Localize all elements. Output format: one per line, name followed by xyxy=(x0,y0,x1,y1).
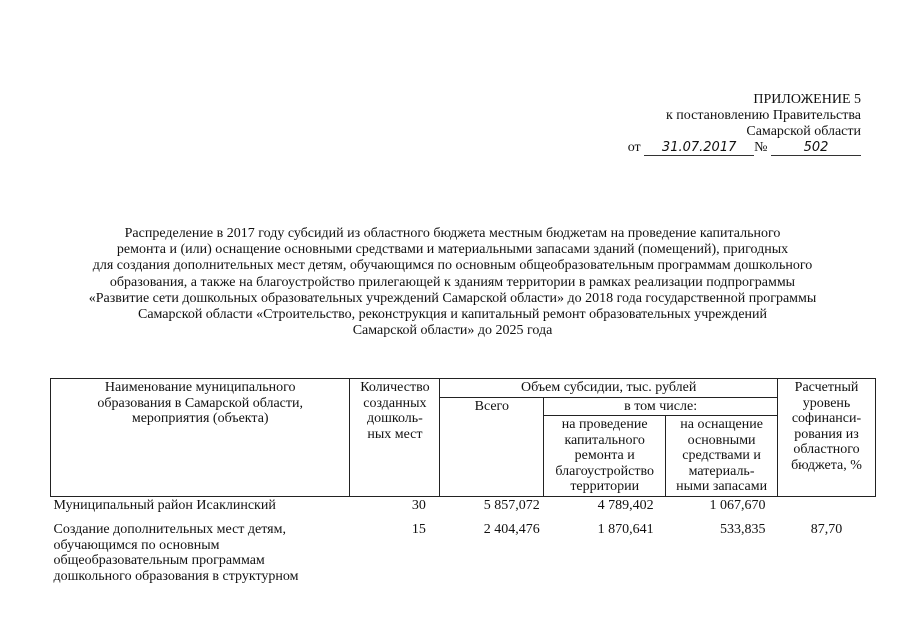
cell-total: 5 857,072 xyxy=(483,497,540,513)
handwritten-date: 31.07.2017 xyxy=(644,140,754,156)
header-equipment: на оснащение основными средствами и материаль- ными запасами xyxy=(666,416,778,497)
cell-total: 2 404,476 xyxy=(483,522,540,537)
header-places: Количество созданных дошколь- ных мест xyxy=(350,379,440,497)
header-cofinancing-level: Расчетный уровень софинанси- рования из областного бюджета, % xyxy=(778,379,876,497)
header-including: в том числе: xyxy=(544,397,778,416)
appendix-region-line: Самарской области xyxy=(746,124,861,139)
cell-repair: 4 789,402 xyxy=(597,497,654,513)
title-line: Распределение в 2017 году субсидий из областного бюджета местным бюджетам на проведение капитального xyxy=(124,226,781,241)
title-line: Самарской области» до 2025 года xyxy=(352,323,553,339)
cell-name: Муниципальный район Исаклинский xyxy=(53,497,276,513)
title-line: Самарской области «Строительство, реконструкция и капитальный ремонт образовательных учреждений xyxy=(137,307,768,323)
title-line: образования, а также на благоустройство прилегающей к зданиям территории в рамках реализации подпрограммы xyxy=(109,274,796,290)
appendix-date-line xyxy=(621,140,861,156)
appendix-decree-line: к постановлению Правительства xyxy=(665,108,861,123)
number-sign: № xyxy=(754,140,768,155)
header-repair: на проведение капитального ремонта и благоустройство территории xyxy=(544,416,666,497)
cell-places: 30 xyxy=(411,497,426,513)
header-municipality: Наименование муниципального образования в Самарской области, мероприятия (объекта) xyxy=(51,379,350,497)
cell-level xyxy=(778,496,876,514)
header-total: Всего xyxy=(440,397,544,496)
cell-repair: 1 870,641 xyxy=(597,522,654,537)
table-row xyxy=(51,496,876,514)
date-prefix: от xyxy=(627,140,641,155)
cell-level: 87,70 xyxy=(810,522,843,537)
appendix-title: ПРИЛОЖЕНИЕ 5 xyxy=(753,92,861,107)
document-title xyxy=(40,226,865,339)
title-line: для создания дополнительных мест детям, обучающимся по основным общеобразовательным программам дошкольного xyxy=(92,258,813,274)
cell-equipment: 1 067,670 xyxy=(709,497,766,513)
handwritten-number: 502 xyxy=(771,140,861,156)
title-line: «Развитие сети дошкольных образовательных учреждений Самарской области» до 2018 года государственной программы xyxy=(88,290,817,306)
table-row xyxy=(51,514,876,585)
cell-name: Создание дополнительных мест детям, обучающимся по основным общеобразовательным программам дошкольного образования в структурном xyxy=(53,522,299,584)
header-volume: Объем субсидии, тыс. рублей xyxy=(440,379,778,398)
appendix-block xyxy=(621,92,861,156)
subsidy-table xyxy=(50,378,876,585)
cell-places: 15 xyxy=(411,522,426,537)
cell-equipment: 533,835 xyxy=(720,522,766,537)
title-line: ремонта и (или) оснащение основными средствами и материальными запасами зданий (помещений), пригодных xyxy=(116,242,789,258)
